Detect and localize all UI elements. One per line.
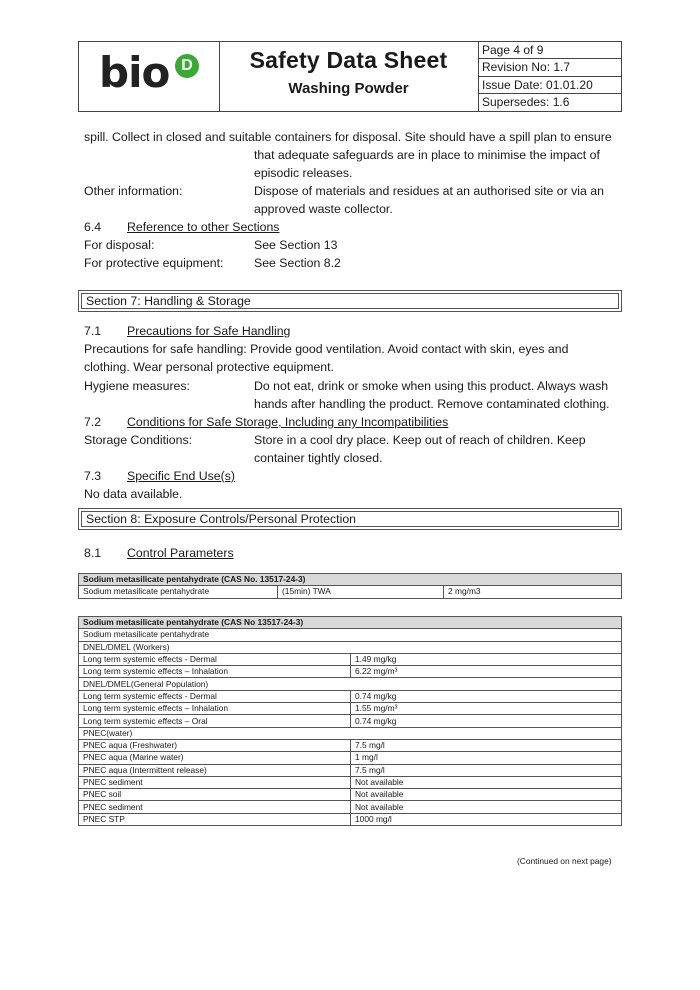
hygiene-label: Hygiene measures: [84, 379, 190, 393]
table-row [79, 666, 622, 678]
table-cell: 7.5 mg/l [351, 764, 622, 776]
table-cell: 0.74 mg/kg [351, 690, 622, 702]
disposal-value: See Section 13 [254, 238, 338, 252]
company-logo [79, 42, 220, 111]
subsection-number: 7.1 [84, 324, 102, 338]
table-cell: Long term systemic effects – Inhalation [79, 703, 351, 715]
precautions-line1: Precautions for safe handling: Provide good ventilation. Avoid contact with skin, eyes and [84, 342, 569, 356]
table-cell: PNEC aqua (Marine water) [79, 752, 351, 764]
table-row [79, 764, 622, 776]
disposal-label: For disposal: [84, 238, 155, 252]
exposure-limits-table [78, 573, 622, 599]
subsection-number: 7.3 [84, 469, 102, 483]
table-cell: PNEC(water) [79, 727, 622, 739]
issue-date: Issue Date: 01.01.20 [478, 77, 621, 94]
table-row [79, 801, 622, 813]
table-row [79, 727, 622, 739]
table-cell: DNEL/DMEL (Workers) [79, 641, 622, 653]
document-title: Safety Data Sheet [249, 47, 448, 73]
subsection-number: 8.1 [84, 546, 102, 560]
table-cell: 1 mg/l [351, 752, 622, 764]
subsection-number: 6.4 [84, 220, 102, 234]
table-cell: PNEC sediment [79, 801, 351, 813]
spill-text-line1: spill. Collect in closed and suitable containers for disposal. Site should have a spill plan to ensure [84, 130, 612, 144]
table-header: Sodium metasilicate pentahydrate (CAS No 13517-24-3) [79, 617, 622, 629]
table-cell: PNEC aqua (Freshwater) [79, 739, 351, 751]
supersedes: Supersedes: 1.6 [482, 94, 570, 109]
table-row [79, 653, 622, 665]
precautions-line2: clothing. Wear personal protective equipment. [84, 360, 334, 374]
table-cell: 1.49 mg/kg [351, 653, 622, 665]
logo-d-mark: D [175, 54, 199, 78]
spill-text-line3: episodic releases. [254, 166, 353, 180]
table-cell: Not available [351, 789, 622, 801]
storage-line1: Store in a cool dry place. Keep out of reach of children. Keep [254, 433, 586, 447]
table-cell: Long term systemic effects - Dermal [79, 653, 351, 665]
table-row [79, 703, 622, 715]
table-cell: Sodium metasilicate pentahydrate [79, 629, 622, 641]
storage-line2: container tightly closed. [254, 451, 383, 465]
section-7-heading: Section 7: Handling & Storage [78, 290, 622, 312]
table-cell: 2 mg/m3 [444, 586, 622, 598]
section-8-heading: Section 8: Exposure Controls/Personal Protection [78, 508, 622, 530]
table-cell: PNEC aqua (Intermittent release) [79, 764, 351, 776]
protective-label: For protective equipment: [84, 256, 224, 270]
subsection-title: Control Parameters [127, 546, 234, 560]
subsection-title: Precautions for Safe Handling [127, 324, 291, 338]
product-name: Washing Powder [288, 80, 409, 97]
protective-value: See Section 8.2 [254, 256, 341, 270]
table-row [79, 739, 622, 751]
table-cell: 7.5 mg/l [351, 739, 622, 751]
revision-number: Revision No: 1.7 [478, 59, 621, 76]
table-cell: 1000 mg/l [351, 813, 622, 825]
table-row [79, 715, 622, 727]
table-cell: Sodium metasilicate pentahydrate [79, 586, 278, 598]
document-meta [478, 42, 621, 111]
table-cell: DNEL/DMEL(General Population) [79, 678, 622, 690]
other-info-line1: Dispose of materials and residues at an authorised site or via an [254, 184, 604, 198]
continued-note: (Continued on next page) [517, 856, 612, 866]
subsection-title: Reference to other Sections [127, 220, 280, 234]
table-cell: 6.22 mg/m³ [351, 666, 622, 678]
table-cell: PNEC soil [79, 789, 351, 801]
storage-label: Storage Conditions: [84, 433, 193, 447]
table-cell: (15min) TWA [278, 586, 444, 598]
table-row [79, 813, 622, 825]
table-row [79, 678, 622, 690]
table-row [79, 789, 622, 801]
subsection-title: Specific End Use(s) [127, 469, 235, 483]
table-row [79, 641, 622, 653]
other-info-label: Other information: [84, 184, 183, 198]
subsection-title: Conditions for Safe Storage, Including any Incompatibilities [127, 415, 449, 429]
table-row [79, 776, 622, 788]
header-title-cell [219, 42, 479, 111]
table-row [79, 752, 622, 764]
table-row [79, 690, 622, 702]
hygiene-line1: Do not eat, drink or smoke when using this product. Always wash [254, 379, 609, 393]
table-cell: PNEC sediment [79, 776, 351, 788]
table-cell: Not available [351, 776, 622, 788]
page-number: Page 4 of 9 [478, 42, 621, 59]
table-cell: 0.74 mg/kg [351, 715, 622, 727]
table-cell: Long term systemic effects – Inhalation [79, 666, 351, 678]
table-cell: Long term systemic effects – Oral [79, 715, 351, 727]
spill-text-line2: that adequate safeguards are in place to minimise the impact of [254, 148, 600, 162]
table-cell: Not available [351, 801, 622, 813]
table-row [79, 629, 622, 641]
hygiene-line2: hands after handling the product. Remove contaminated clothing. [254, 397, 610, 411]
table-cell: PNEC STP [79, 813, 351, 825]
document-header [78, 41, 622, 112]
end-use-value: No data available. [84, 487, 183, 501]
table-cell: Long term systemic effects - Dermal [79, 690, 351, 702]
table-row [79, 586, 622, 598]
other-info-line2: approved waste collector. [254, 202, 393, 216]
logo-wordmark: bio [99, 48, 170, 97]
table-cell: 1.55 mg/m³ [351, 703, 622, 715]
subsection-number: 7.2 [84, 415, 102, 429]
table-header: Sodium metasilicate pentahydrate (CAS No. 13517-24-3) [79, 574, 622, 586]
dnel-pnec-table [78, 616, 622, 826]
